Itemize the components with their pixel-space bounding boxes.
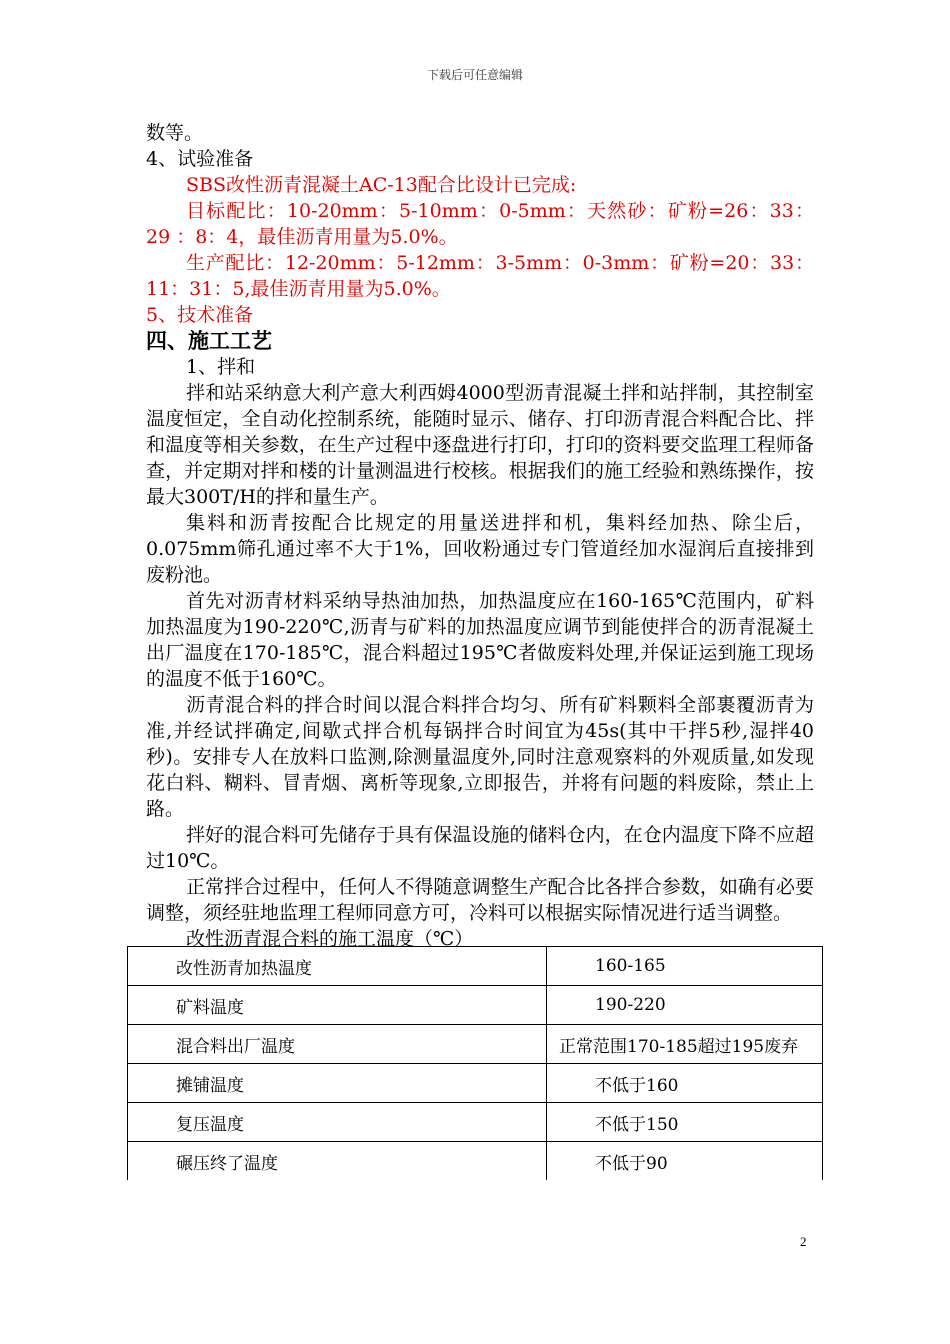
table-cell-item: 混合料出厂温度 [128,1025,547,1064]
paragraph-plant: 拌和站采纳意大利产意大利西姆4000型沥青混凝土拌和站拌制，其控制室温度恒定，全自动化控制系统，能随时显示、储存、打印沥青混合料配合比、拌和温度等相关参数，在生产过程中逐盘进行打印，打印的资料要交监理工程师备查，并定期对拌和楼的计量测温进行校核。根据我们的施工经验和熟练操作，按最大300T/H的拌和量生产。 [146,382,814,508]
table-cell-value: 不低于90 [547,1142,823,1181]
page-number: 2 [800,1234,807,1249]
table-caption: 改性沥青混合料的施工温度（℃） [186,928,474,950]
target-ratio: 目标配比：10-20mm：5-10mm：0-5mm：天然砂：矿粉=26：33：29 ：8：4，最佳沥青用量为5.0%。 [146,200,814,248]
table-row [128,1103,823,1142]
table-row [128,1142,823,1181]
table-row [128,947,823,986]
table-row [128,986,823,1025]
production-ratio: 生产配比：12-20mm：5-12mm：3-5mm：0-3mm：矿粉=20：33：11：31：5,最佳沥青用量为5.0%。 [146,252,814,300]
table-cell-item: 复压温度 [128,1103,547,1142]
section-5-title: 5、技术准备 [146,304,254,326]
table-row [128,1064,823,1103]
paragraph-storage: 拌好的混合料可先储存于具有保温设施的储料仓内，在仓内温度下降不应超过10℃。 [146,824,814,872]
document-body [146,120,814,952]
table-cell-value: 160-165 [547,947,823,986]
table-cell-value: 不低于160 [547,1064,823,1103]
table-row [128,1025,823,1064]
table-cell-item: 改性沥青加热温度 [128,947,547,986]
paragraph-aggregate: 集料和沥青按配合比规定的用量送进拌和机，集料经加热、除尘后，0.075mm筛孔通过率不大于1%，回收粉通过专门管道经加水湿润后直接排到废粉池。 [146,512,814,586]
table-cell-item: 矿料温度 [128,986,547,1025]
mix-design-status: SBS改性沥青混凝土AC-13配合比设计已完成: [186,174,577,196]
intro-fragment: 数等。 [146,122,204,144]
table-cell-item: 碾压终了温度 [128,1142,547,1181]
table-cell-value: 不低于150 [547,1103,823,1142]
temperature-table [127,946,823,1180]
paragraph-mixing-time: 沥青混合料的拌合时间以混合料拌合均匀、所有矿料颗料全部裹覆沥青为准,并经试拌确定,间歇式拌合机每锅拌合时间宜为45s(其中干拌5秒,湿拌40秒)。安排专人在放料口监测,除测量温度外,同时注意观察料的外观质量,如发现花白料、糊料、冒青烟、离析等现象,立即报告，并将有问题的料废除，禁止上路。 [146,694,814,820]
paragraph-heating: 首先对沥青材料采纳导热油加热，加热温度应在160-165℃范围内，矿料加热温度为190-220℃,沥青与矿料的加热温度应调节到能使拌合的沥青混凝土出厂温度在170-185℃，混合料超过195℃者做废料处理,并保证运到施工现场的温度不低于160℃。 [146,590,814,690]
table-cell-value: 190-220 [547,986,823,1025]
section-4-title: 4、试验准备 [146,148,254,170]
paragraph-adjustment: 正常拌合过程中，任何人不得随意调整生产配合比各拌合参数，如确有必要调整，须经驻地监理工程师同意方可，冷料可以根据实际情况进行适当调整。 [146,876,814,924]
page-header-note: 下载后可任意编辑 [426,68,523,82]
table-cell-value: 正常范围170-185超过195废弃 [547,1025,823,1064]
table-cell-item: 摊铺温度 [128,1064,547,1103]
chapter-heading: 四、施工工艺 [146,329,272,353]
subsection-title: 1、拌和 [186,356,256,378]
